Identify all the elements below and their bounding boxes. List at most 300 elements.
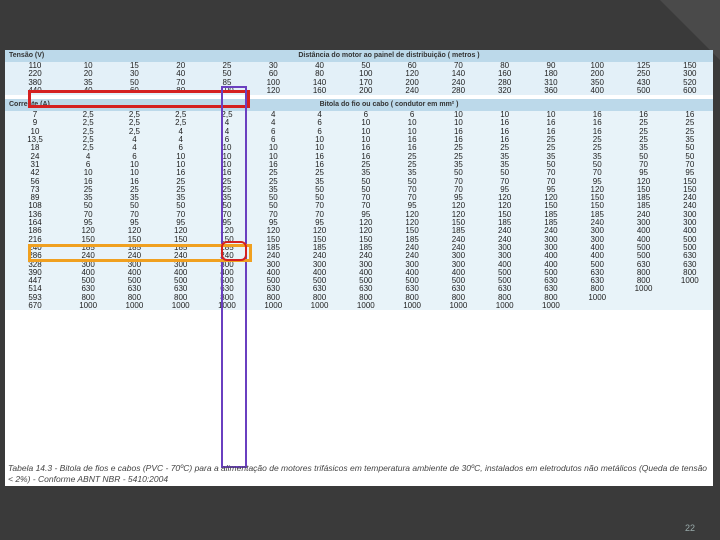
table-cell: 150 [65,236,111,244]
table-cell: 1000 [389,302,435,310]
table-cell: 16 [250,161,296,169]
table-cell: 25 [435,153,481,161]
table-cell: 150 [158,236,204,244]
table-cell [667,302,713,310]
table-cell: 140 [435,70,481,78]
table-cell: 50 [158,202,204,210]
table-cell: 50 [667,144,713,152]
table-row [5,244,713,252]
table-cell: 200 [574,70,620,78]
table-cell: 50 [296,194,342,202]
table-row [5,219,713,227]
table-cell: 6 [389,111,435,119]
table-cell: 400 [528,261,574,269]
row-label-cell: 7 [5,111,65,119]
table-cell: 600 [667,87,713,95]
table-cell: 300 [435,252,481,260]
table-cell: 16 [389,144,435,152]
table-cell: 800 [250,294,296,302]
table-cell: 300 [667,211,713,219]
table-cell: 185 [343,244,389,252]
table-cell: 630 [574,269,620,277]
table-row [5,70,713,78]
table-cell: 500 [482,277,528,285]
table-cell: 4 [250,119,296,127]
table-cell: 300 [528,244,574,252]
table-cell: 40 [296,62,342,70]
table-cell: 150 [111,236,157,244]
table-cell: 180 [528,70,574,78]
table-cell: 500 [111,277,157,285]
table-row [5,136,713,144]
table-cell: 70 [482,178,528,186]
table-cell: 16 [482,136,528,144]
row-label-cell: 390 [5,269,65,277]
table-cell: 125 [620,62,666,70]
table-cell: 35 [65,194,111,202]
row-label-cell: 89 [5,194,65,202]
table-cell: 40 [65,87,111,95]
table-cell: 240 [204,252,250,260]
table-cell: 70 [343,194,389,202]
table-cell: 80 [158,87,204,95]
table-cell: 30 [250,62,296,70]
row-label-cell: 10 [5,128,65,136]
table-cell: 185 [204,244,250,252]
table-cell: 150 [343,236,389,244]
table-cell: 25 [667,128,713,136]
table-cell: 150 [574,202,620,210]
table-cell: 150 [667,186,713,194]
table-cell: 6 [65,161,111,169]
table-cell: 10 [204,153,250,161]
table-cell: 400 [111,269,157,277]
table-cell: 95 [528,186,574,194]
table-cell: 240 [250,252,296,260]
table-cell: 80 [296,70,342,78]
table-cell: 1000 [574,294,620,302]
table-cell: 630 [482,285,528,293]
table-cell: 500 [250,277,296,285]
table-cell: 70 [65,211,111,219]
table-cell: 400 [65,269,111,277]
table-row [5,144,713,152]
table-cell: 25 [204,62,250,70]
table-cell [667,294,713,302]
table-cell: 70 [158,79,204,87]
table-cell: 70 [343,202,389,210]
table-cell: 4 [158,136,204,144]
table-cell: 95 [343,211,389,219]
table-cell: 800 [482,294,528,302]
table-cell: 800 [435,294,481,302]
table-cell: 240 [482,227,528,235]
table-cell: 25 [667,119,713,127]
table-cell: 185 [250,244,296,252]
table-cell: 60 [250,70,296,78]
table-cell: 150 [667,178,713,186]
table-row [5,236,713,244]
table-cell: 16 [343,153,389,161]
table-cell: 35 [343,169,389,177]
table-row [5,261,713,269]
table-cell: 250 [620,70,666,78]
table-cell: 520 [667,79,713,87]
table-cell: 6 [250,136,296,144]
table-cell: 50 [111,202,157,210]
table-cell: 4 [204,119,250,127]
table-cell: 35 [389,169,435,177]
table-cell: 800 [620,269,666,277]
table-cell: 400 [343,269,389,277]
table-cell: 50 [574,161,620,169]
table-cell: 400 [296,269,342,277]
table-cell: 25 [528,136,574,144]
table-cell: 50 [435,169,481,177]
table-cell: 25 [435,144,481,152]
table-cell: 240 [435,236,481,244]
table-cell: 240 [574,219,620,227]
table-cell: 150 [528,202,574,210]
table-cell: 630 [158,285,204,293]
table-cell: 2,5 [65,111,111,119]
table-cell: 50 [204,70,250,78]
table-cell: 350 [574,79,620,87]
table-cell: 170 [343,79,389,87]
table-cell: 25 [296,169,342,177]
table-cell: 320 [482,87,528,95]
table-cell: 50 [528,161,574,169]
table-cell: 240 [482,236,528,244]
table-cell: 95 [111,219,157,227]
table-cell: 400 [667,227,713,235]
table-cell: 800 [389,294,435,302]
table-cell: 25 [250,169,296,177]
table-cell: 120 [482,202,528,210]
table-cell: 6 [111,153,157,161]
page-number: 22 [685,523,696,533]
table-cell: 16 [204,169,250,177]
row-label-cell: 447 [5,277,65,285]
table-cell: 630 [65,285,111,293]
table-cell: 10 [343,119,389,127]
table-cell: 200 [389,79,435,87]
table-cell: 90 [528,62,574,70]
table-cell: 240 [389,87,435,95]
table-cell: 16 [65,178,111,186]
table-cell: 95 [204,219,250,227]
table-cell: 6 [296,128,342,136]
table-cell: 1000 [435,302,481,310]
table-cell: 85 [204,79,250,87]
table-cell: 35 [667,136,713,144]
table-cell: 95 [574,178,620,186]
table-cell: 240 [158,252,204,260]
table-cell: 2,5 [158,119,204,127]
table-cell: 400 [574,244,620,252]
row-label-cell: 670 [5,302,65,310]
table-cell: 50 [65,202,111,210]
row-label-cell: 593 [5,294,65,302]
table-cell: 240 [667,202,713,210]
table-cell: 120 [343,227,389,235]
table-row [5,211,713,219]
table-cell: 25 [111,186,157,194]
table-cell: 240 [111,252,157,260]
table-cell: 150 [204,236,250,244]
table-row [5,79,713,87]
table-cell: 25 [528,144,574,152]
voltage-header-row [5,50,713,62]
table-cell: 50 [343,186,389,194]
table-cell: 120 [65,227,111,235]
table-cell: 300 [111,261,157,269]
table-cell: 630 [574,277,620,285]
table-cell: 630 [435,285,481,293]
table-cell: 35 [250,186,296,194]
table-cell [574,302,620,310]
table-cell: 150 [389,227,435,235]
table-cell: 16 [574,128,620,136]
table-cell: 300 [65,261,111,269]
table-cell: 25 [204,186,250,194]
table-cell: 150 [250,236,296,244]
table-row [5,161,713,169]
table-cell: 400 [620,236,666,244]
table-cell: 16 [482,119,528,127]
table-cell: 100 [574,62,620,70]
table-cell: 70 [574,169,620,177]
table-cell: 16 [482,128,528,136]
table-cell: 2,5 [65,128,111,136]
row-label-cell: 24 [5,153,65,161]
table-cell: 120 [296,227,342,235]
table-cell: 16 [620,111,666,119]
table-cell: 10 [111,161,157,169]
table-cell: 30 [111,70,157,78]
table-cell: 16 [296,161,342,169]
table-cell: 50 [667,153,713,161]
table-cell: 185 [620,194,666,202]
table-cell: 25 [482,144,528,152]
table-cell: 430 [620,79,666,87]
table-cell: 800 [111,294,157,302]
table-row [5,285,713,293]
cable-gauge-table [5,50,713,452]
table-cell: 6 [250,128,296,136]
table-cell: 185 [389,236,435,244]
table-cell: 400 [620,227,666,235]
row-label-cell: 286 [5,252,65,260]
table-cell: 160 [296,87,342,95]
table-cell: 500 [482,269,528,277]
table-cell: 240 [389,244,435,252]
table-cell: 50 [620,153,666,161]
table-cell: 70 [204,211,250,219]
table-cell: 10 [296,136,342,144]
table-cell: 70 [528,178,574,186]
table-cell: 400 [574,252,620,260]
table-cell: 2,5 [158,111,204,119]
table-cell: 70 [620,161,666,169]
table-cell: 150 [667,62,713,70]
row-label-cell: 42 [5,169,65,177]
table-cell: 16 [343,144,389,152]
table-cell: 800 [667,269,713,277]
table-row [5,202,713,210]
table-row [5,153,713,161]
table-cell: 300 [620,219,666,227]
table-cell: 300 [528,236,574,244]
table-cell: 240 [667,194,713,202]
table-cell: 95 [667,169,713,177]
table-cell: 1000 [250,302,296,310]
table-cell: 4 [204,128,250,136]
table-cell: 35 [528,153,574,161]
table-cell: 160 [482,70,528,78]
table-cell: 70 [389,186,435,194]
table-cell: 25 [389,161,435,169]
table-cell: 4 [250,111,296,119]
table-cell: 10 [250,144,296,152]
table-cell: 120 [111,227,157,235]
table-cell: 300 [667,70,713,78]
table-cell: 95 [158,219,204,227]
table-cell: 70 [158,211,204,219]
table-cell [620,302,666,310]
table-cell: 1000 [65,302,111,310]
table-cell: 20 [158,62,204,70]
table-cell: 35 [65,79,111,87]
table-cell: 185 [528,219,574,227]
table-cell: 10 [435,119,481,127]
table-cell: 1000 [296,302,342,310]
table-cell: 100 [204,87,250,95]
table-cell: 50 [296,186,342,194]
table-cell: 400 [250,269,296,277]
table-cell: 2,5 [111,111,157,119]
table-cell: 185 [435,227,481,235]
table-cell: 300 [435,261,481,269]
table-cell: 2,5 [65,119,111,127]
table-cell: 95 [250,219,296,227]
table-row [5,252,713,260]
table-cell: 25 [204,178,250,186]
table-cell: 10 [389,128,435,136]
table-cell: 4 [111,136,157,144]
table-cell: 1000 [528,302,574,310]
table-cell: 150 [574,194,620,202]
table-cell: 300 [667,219,713,227]
table-row [5,169,713,177]
table-cell: 10 [435,111,481,119]
table-cell: 16 [574,119,620,127]
table-cell: 70 [435,62,481,70]
table-cell: 800 [343,294,389,302]
table-cell: 16 [435,128,481,136]
table-cell: 25 [158,186,204,194]
table-cell: 185 [482,219,528,227]
table-cell: 70 [667,161,713,169]
table-cell: 16 [296,153,342,161]
table-cell: 630 [389,285,435,293]
row-label-cell: 73 [5,186,65,194]
table-cell: 300 [296,261,342,269]
table-cell: 185 [111,244,157,252]
table-row [5,62,713,70]
table-cell: 630 [111,285,157,293]
table-row [5,119,713,127]
table-cell: 50 [389,178,435,186]
table-cell: 10 [343,136,389,144]
table-cell: 70 [435,186,481,194]
table-row [5,87,713,95]
table-cell: 300 [574,236,620,244]
table-cell: 2,5 [204,111,250,119]
table-cell: 10 [204,144,250,152]
slide [5,50,713,486]
table-cell [667,285,713,293]
table-cell: 120 [574,186,620,194]
table-cell: 800 [158,294,204,302]
table-cell: 80 [482,62,528,70]
table-cell: 630 [620,261,666,269]
table-cell: 500 [620,252,666,260]
table-cell: 1000 [620,285,666,293]
table-cell: 630 [528,277,574,285]
table-cell: 10 [204,161,250,169]
table-cell: 500 [204,277,250,285]
table-cell: 500 [528,269,574,277]
table-cell: 20 [65,70,111,78]
table-cell: 240 [528,227,574,235]
row-label-cell: 56 [5,178,65,186]
table-cell: 150 [435,219,481,227]
table-cell: 120 [250,227,296,235]
table-cell: 500 [620,244,666,252]
table-row [5,178,713,186]
table-cell: 120 [435,202,481,210]
row-label-cell: 514 [5,285,65,293]
table-cell: 360 [528,87,574,95]
row-label-cell: 186 [5,227,65,235]
table-cell: 50 [343,178,389,186]
table-cell: 800 [574,285,620,293]
table-cell: 25 [574,144,620,152]
table-cell: 50 [250,202,296,210]
current-header-row [5,99,713,111]
table-cell: 185 [620,202,666,210]
table-cell: 500 [435,277,481,285]
table-cell: 185 [574,211,620,219]
table-cell: 120 [435,211,481,219]
table-cell: 60 [389,62,435,70]
table-cell: 1000 [204,302,250,310]
table-cell: 35 [482,153,528,161]
table-cell: 25 [620,119,666,127]
table-cell: 10 [65,169,111,177]
table-cell: 16 [389,136,435,144]
table-cell: 50 [250,194,296,202]
table-cell: 6 [343,111,389,119]
table-cell: 10 [389,119,435,127]
table-cell: 25 [343,161,389,169]
table-cell: 10 [158,153,204,161]
table-cell: 25 [620,136,666,144]
table-cell: 800 [204,294,250,302]
table-cell: 150 [482,211,528,219]
table-cell: 25 [389,153,435,161]
